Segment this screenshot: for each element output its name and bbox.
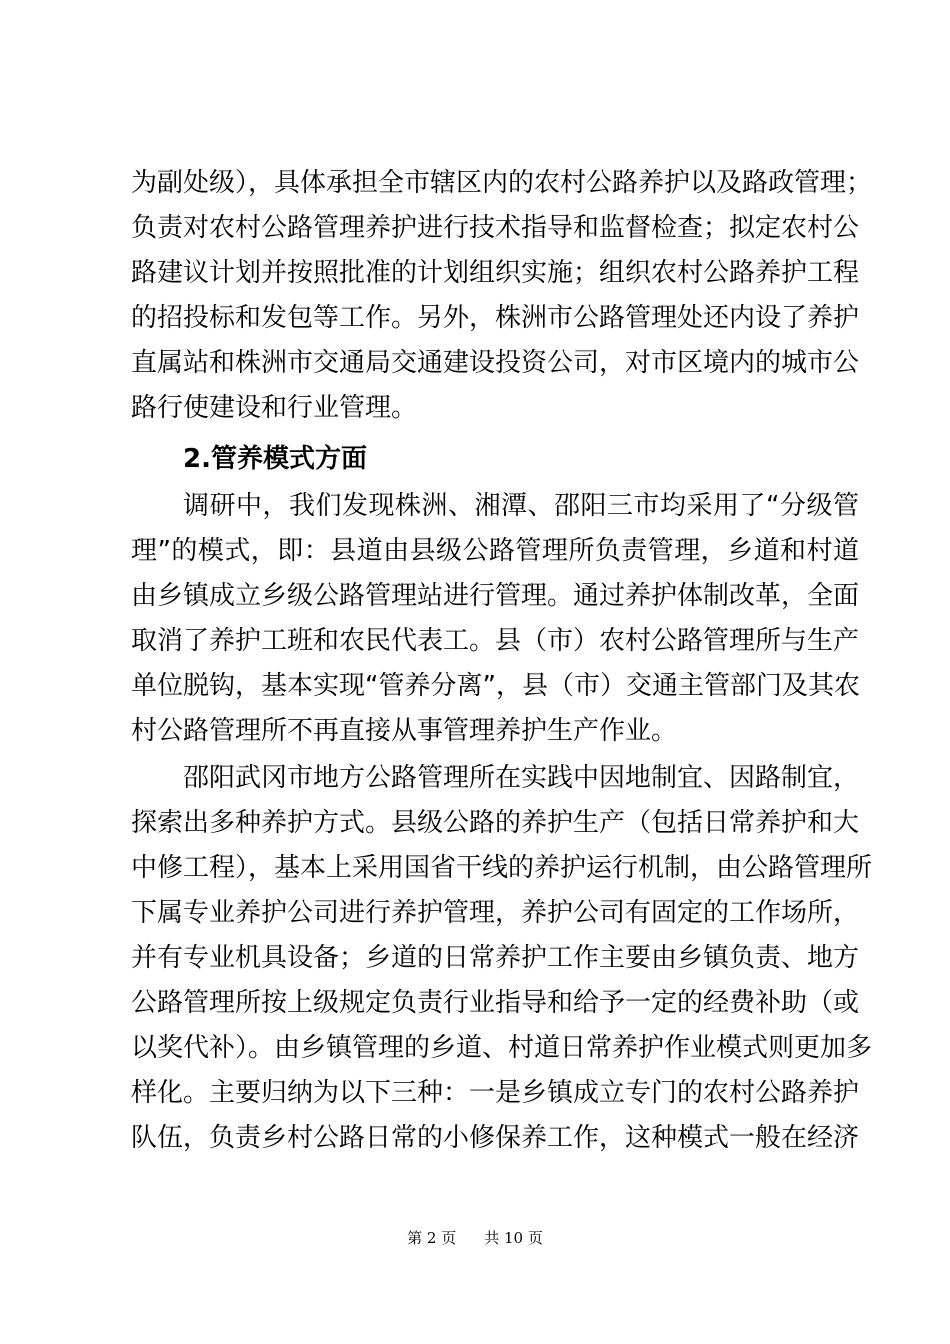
paragraph-line: 路行使建设和行业管理。	[131, 393, 418, 423]
paragraph-line: 负责对农村公路管理养护进行技术指导和监督检查；拟定农村公	[131, 213, 860, 243]
paragraph-line: 理”的模式，即：县道由县级公路管理所负责管理，乡道和村道	[131, 536, 859, 566]
paragraph-line: 探索出多种养护方式。县级公路的养护生产（包括日常养护和大	[131, 808, 860, 838]
paragraph-line: 村公路管理所不再直接从事管理养护生产作业。	[131, 716, 678, 746]
paragraph-line: 队伍，负责乡村公路日常的小修保养工作，这种模式一般在经济	[131, 1123, 860, 1153]
paragraph-line: 直属站和株洲市交通局交通建设投资公司，对市区境内的城市公	[131, 348, 860, 378]
paragraph-line: 样化。主要归纳为以下三种：一是乡镇成立专门的农村公路养护	[131, 1078, 860, 1108]
paragraph-line: 为副处级），具体承担全市辖区内的农村公路养护以及路政管理；	[131, 168, 873, 198]
section-heading: 2.管养模式方面	[183, 444, 367, 474]
paragraph-line: 调研中，我们发现株洲、湘潭、邵阳三市均采用了“分级管	[183, 491, 859, 521]
paragraph-line: 路建议计划并按照批准的计划组织实施；组织农村公路养护工程	[131, 258, 860, 288]
page-footer	[0, 1227, 950, 1248]
paragraph-line: 的招投标和发包等工作。另外，株洲市公路管理处还内设了养护	[131, 303, 860, 333]
paragraph-line: 公路管理所按上级规定负责行业指导和给予一定的经费补助（或	[131, 988, 860, 1018]
paragraph-line: 以奖代补）。由乡镇管理的乡道、村道日常养护作业模式则更加多	[131, 1033, 873, 1063]
paragraph-line: 由乡镇成立乡级公路管理站进行管理。通过养护体制改革，全面	[131, 581, 860, 611]
paragraph-line: 取消了养护工班和农民代表工。县（市）农村公路管理所与生产	[131, 626, 860, 656]
page-number: 第 2 页	[407, 1229, 457, 1247]
paragraph-line: 单位脱钩，基本实现“管养分离”，县（市）交通主管部门及其农	[131, 671, 860, 701]
page-total: 共 10 页	[484, 1229, 543, 1247]
paragraph-line: 中修工程），基本上采用国省干线的养护运行机制，由公路管理所	[131, 853, 873, 883]
paragraph-line: 并有专业机具设备；乡道的日常养护工作主要由乡镇负责、地方	[131, 943, 860, 973]
paragraph-line: 下属专业养护公司进行养护管理，养护公司有固定的工作场所，	[131, 898, 860, 928]
paragraph-line: 邵阳武冈市地方公路管理所在实践中因地制宜、因路制宜，	[183, 763, 860, 793]
